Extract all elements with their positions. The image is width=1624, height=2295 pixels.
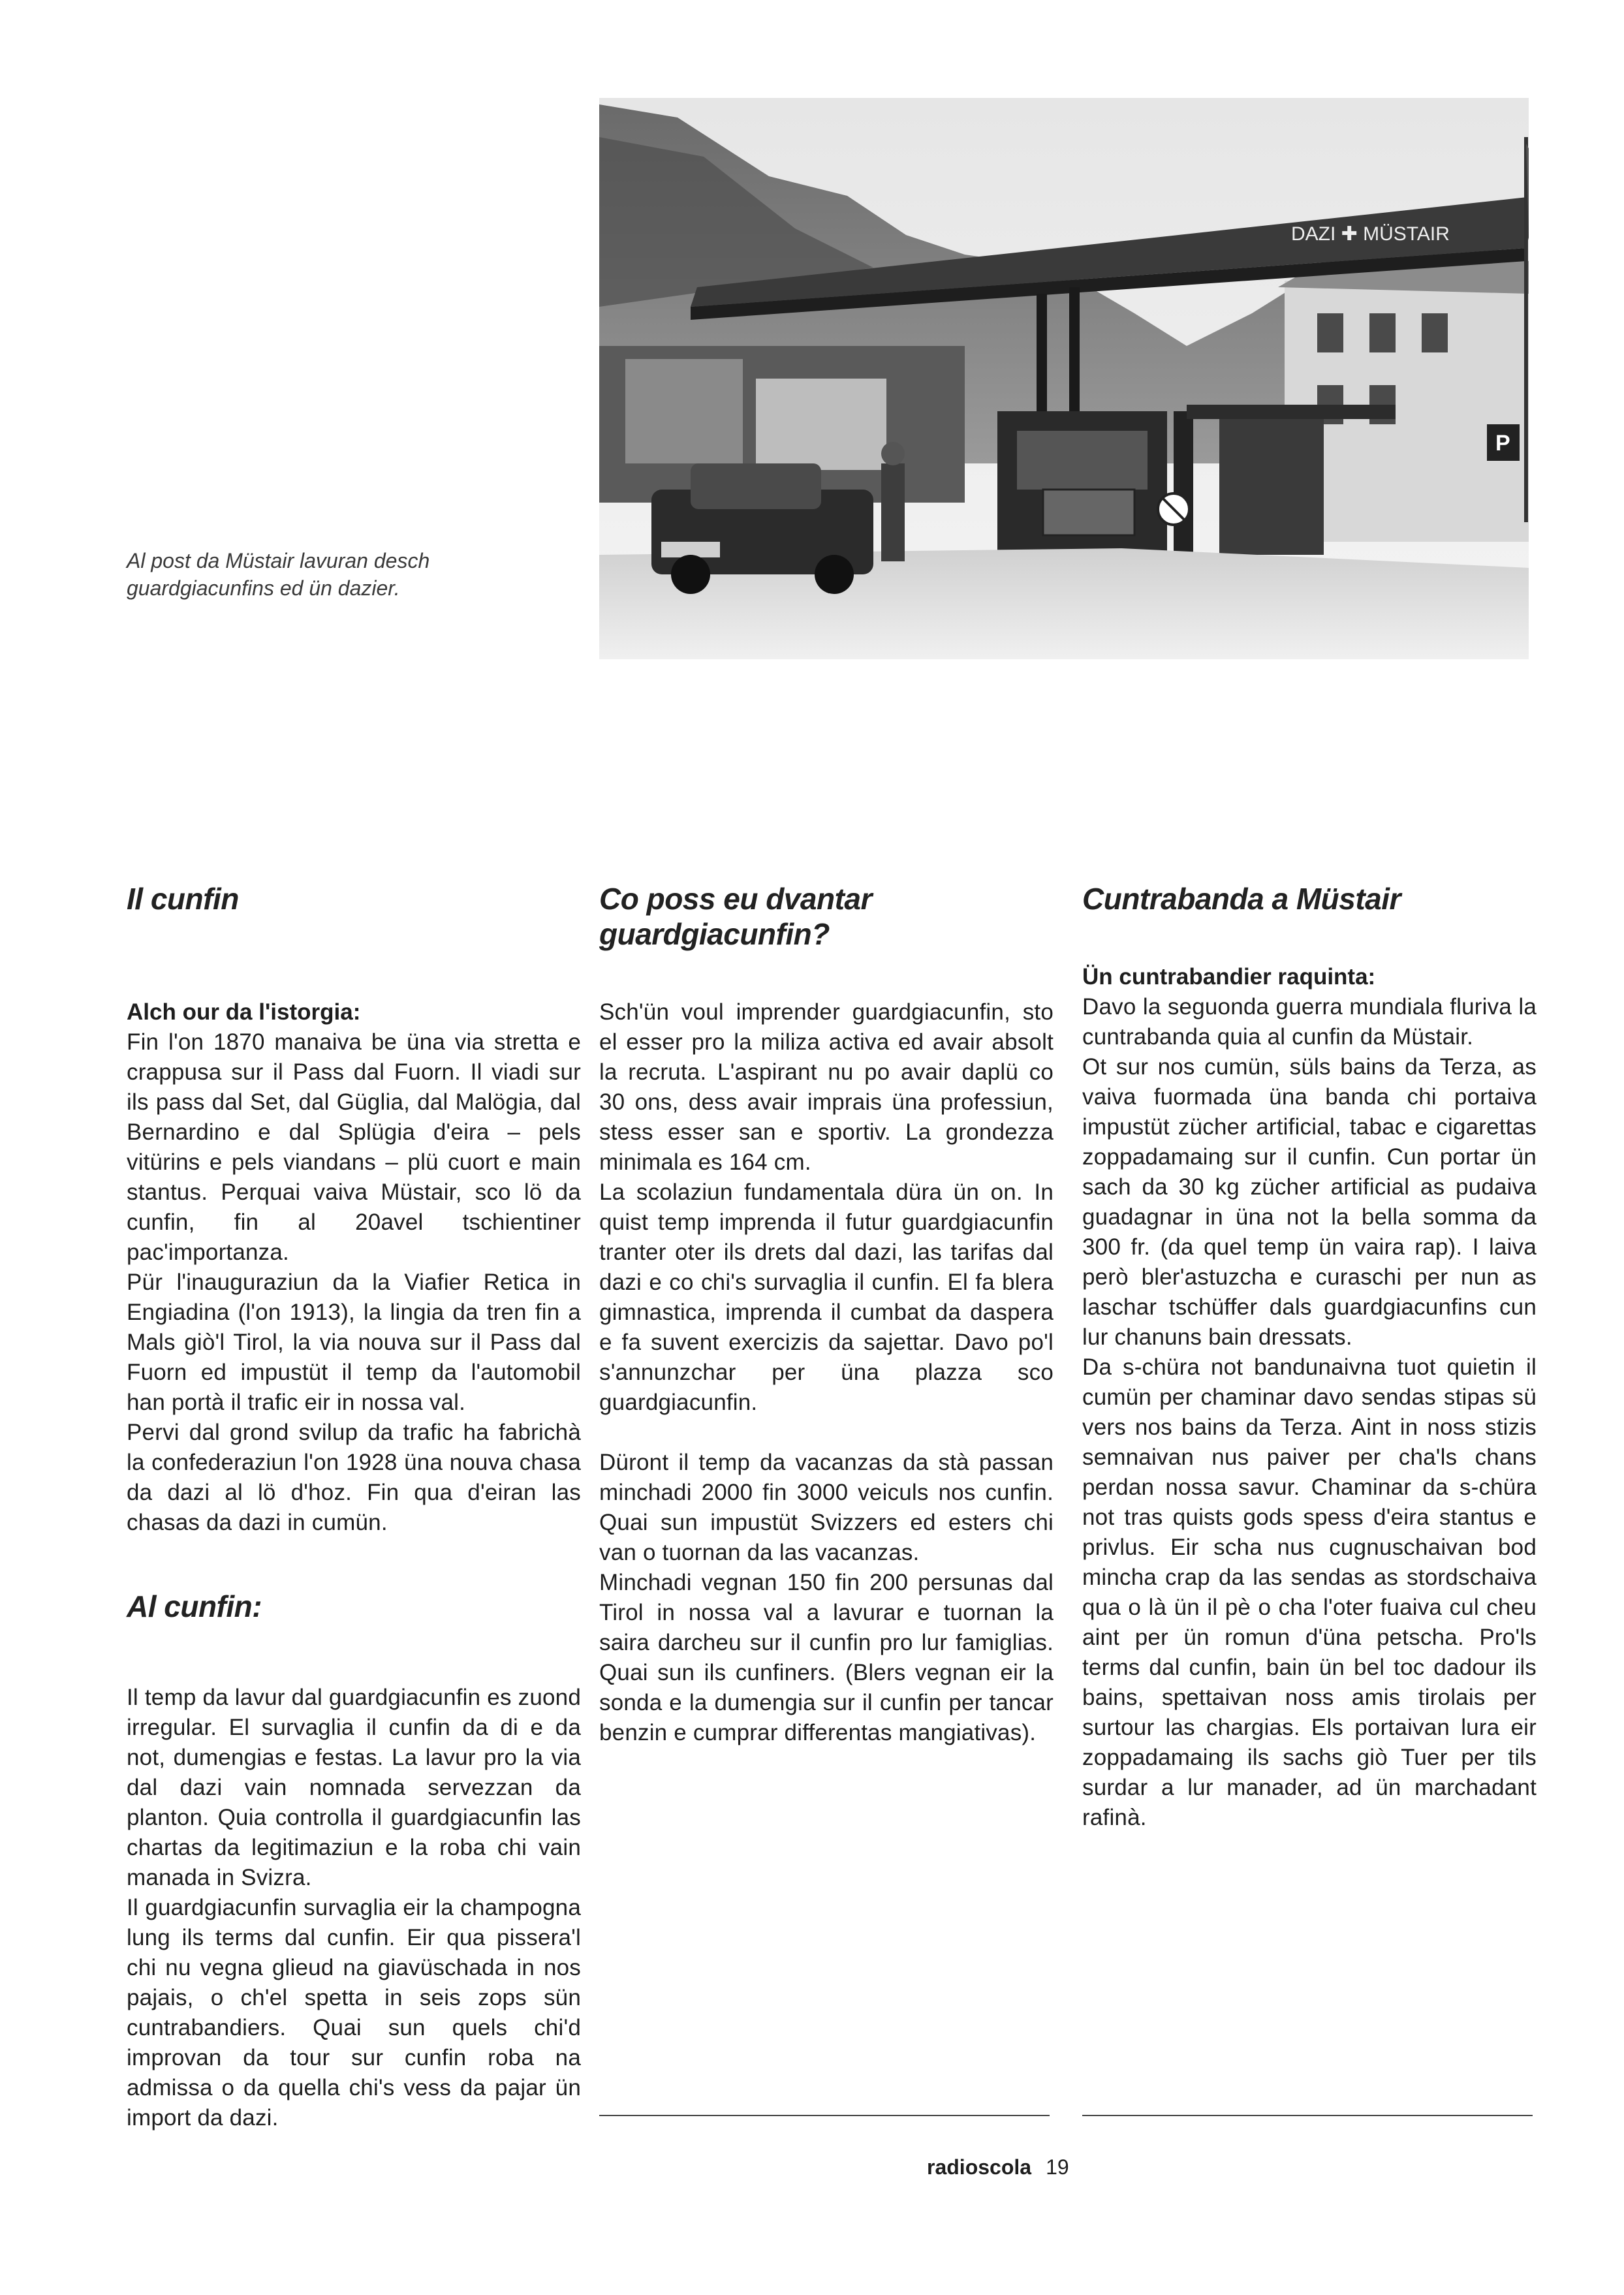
paragraph: Fin l'on 1870 manaiva be üna via stretta e crappusa sur il Pass dal Fuorn. Il viadi sur ils pass dal Set, dal Güglia, dal Malögia, dal Bernardino e dal Splügia d'eira – pels vitürins e pels viandans – plü cuort e main stantus. Perquai vaiva Müstair, sco lö da cunfin, fin al 20avel tschientiner pac'importanza. bbox=[127, 1029, 581, 1265]
photo-caption: Al post da Müstair lavuran desch guardgiacunfins ed ün dazier. bbox=[127, 549, 430, 600]
column-guardgiacunfin bbox=[599, 881, 1054, 1748]
page-number: 19 bbox=[1046, 2155, 1069, 2179]
paragraph: Da s-chüra not bandunaivna tuot quietin il cumün per chaminar davo sendas stipas sü vers nos bains da Terza. Aint in noss stizis semnaivan nus paiver per cha'ls chans perdan nossa savur. Chaminar da s-chüra not tras quists gods spess d'eira stantus e privlus. Eir scha nus cugnuschaivan bod mincha crap da las sendas as stordschaiva qua o là ün il pè o cha l'oter fuaiva cul cheu aint per ün romun d'üna petscha. Pro'ls terms dal cunfin, bain ün bel toc dadour ils bains, spettaivan noss amis tirolais per surtour las chargias. Els portaivan lura eir zoppadamaing ils sachs giò Tuer per tils surdar a lur manader, ad ün marchadant rafinà. bbox=[1082, 1354, 1537, 1830]
heading-il-cunfin: Il cunfin bbox=[127, 882, 239, 916]
publication-name: radioscola bbox=[927, 2155, 1032, 2179]
page-footer bbox=[927, 2155, 1069, 2179]
border-guard bbox=[881, 463, 905, 561]
heading-al-cunfin: Al cunfin: bbox=[127, 1589, 262, 1623]
heading-cuntrabanda: Cuntrabanda a Müstair bbox=[1082, 882, 1401, 916]
column-cuntrabanda bbox=[1082, 881, 1537, 1833]
parking-sign-letter: P bbox=[1495, 431, 1510, 456]
paragraph: Minchadi vegnan 150 fin 200 persunas dal Tirol in nossa val a lavurar e tuornan la saira darcheu sur il cunfin pro lur famiglias. Quai sun ils cunfiners. (Blers vegnan eir la sonda e la dumengia sur il cunfin per tancar benzin e cumprar differentas mangiativas). bbox=[599, 1570, 1054, 1745]
paragraph: Pervi dal grond svilup da trafic ha fabrichà la confederaziun l'on 1928 üna nouva chasa da dazi al lö d'hoz. Fin qua d'eiran las chasas da dazi in cumün. bbox=[127, 1420, 581, 1535]
paragraph: Sch'ün voul imprender guardgiacunfin, sto el esser pro la miliza activa ed avair absolt la recruta. L'aspirant nu po avair daplü co 30 ons, dess avair imprais üna professiun, stess esser san e sportiv. La grondezza minimala es 164 cm. bbox=[599, 999, 1054, 1175]
heading-dvantar-guardgiacunfin: Co poss eu dvantar guardgiacunfin? bbox=[599, 882, 872, 951]
column-rule bbox=[1082, 2115, 1533, 2116]
paragraph: Il guardgiacunfin survaglia eir la champogna lung ils terms dal cunfin. Eir qua pissera'l chi nu vegna glieud na giavüschada in nos pajais, o ch'el spetta in seis zops sün cuntrabandiers. Quai sun quels chi'd improvan da tour sur cunfin roba na admissa o da quella chi's vess da pajar ün import da dazi. bbox=[127, 1895, 581, 2131]
border-station-photo bbox=[599, 98, 1529, 659]
paragraph: Ot sur nos cumün, süls bains da Terza, as vaiva fuormada üna banda chi portaiva impustüt zücher artificial, tabac e cigarettas zoppadamaing sur il cunfin. Cun portar ün sach da 30 kg zücher artificial as pudaiva guadagnar in üna not la bella somma da 300 fr. (da quel temp ün vaira rap). I laiva però bler'astuzcha e curaschi per nun as laschar tschüffer dals guardgiacunfins cun lur chanuns bain dressats. bbox=[1082, 1054, 1537, 1350]
paragraph: Pür l'inauguraziun da la Viafier Retica in Engiadina (l'on 1913), la lingia da tren fin a Mals giò'l Tirol, la via nouva sur il Pass dal Fuorn ed impustüt il temp da l'automobil han portà il trafic eir in nossa val. bbox=[127, 1270, 581, 1415]
paragraph: La scolaziun fundamentala düra ün on. In quist temp imprenda il futur guardgiacunfin tranter oter ils drets dal dazi, las tarifas dal dazi e co chi's survaglia il cunfin. El fa blera gimnastica, imprenda il cumbat da daspera e fa suvent exercizis da sajettar. Davo po'l s'annunzchar per üna plazza sco guardgiacunfin. bbox=[599, 1179, 1054, 1415]
paragraph: Düront il temp da vacanzas da stà passan minchadi 2000 fin 3000 veiculs nos cunfin. Quai sun impustüt Svizzers ed esters chi van o tuornan da las vacanzas. bbox=[599, 1450, 1054, 1565]
column-rule bbox=[599, 2115, 1050, 2116]
subheading-istorgia: Alch our da l'istorgia: bbox=[127, 999, 361, 1025]
column-il-cunfin bbox=[127, 881, 581, 2133]
subheading-cuntrabandier: Ün cuntrabandier raquinta: bbox=[1082, 964, 1376, 990]
border-station-illustration bbox=[599, 98, 1529, 659]
paragraph: Davo la seguonda guerra mundiala fluriva la cuntrabanda quia al cunfin da Müstair. bbox=[1082, 994, 1537, 1050]
dazi-sign-text: DAZI ✚ MÜSTAIR bbox=[1291, 223, 1450, 245]
paragraph: Il temp da lavur dal guardgiacunfin es zuond irregular. El survaglia il cunfin da di e da not, dumengias e festas. La lavur pro la via dal dazi vain nomnada servezzan da planton. Quia controlla il guardgiacunfin las chartas da legitimaziun e la roba chi vain manada in Svizra. bbox=[127, 1685, 581, 1890]
